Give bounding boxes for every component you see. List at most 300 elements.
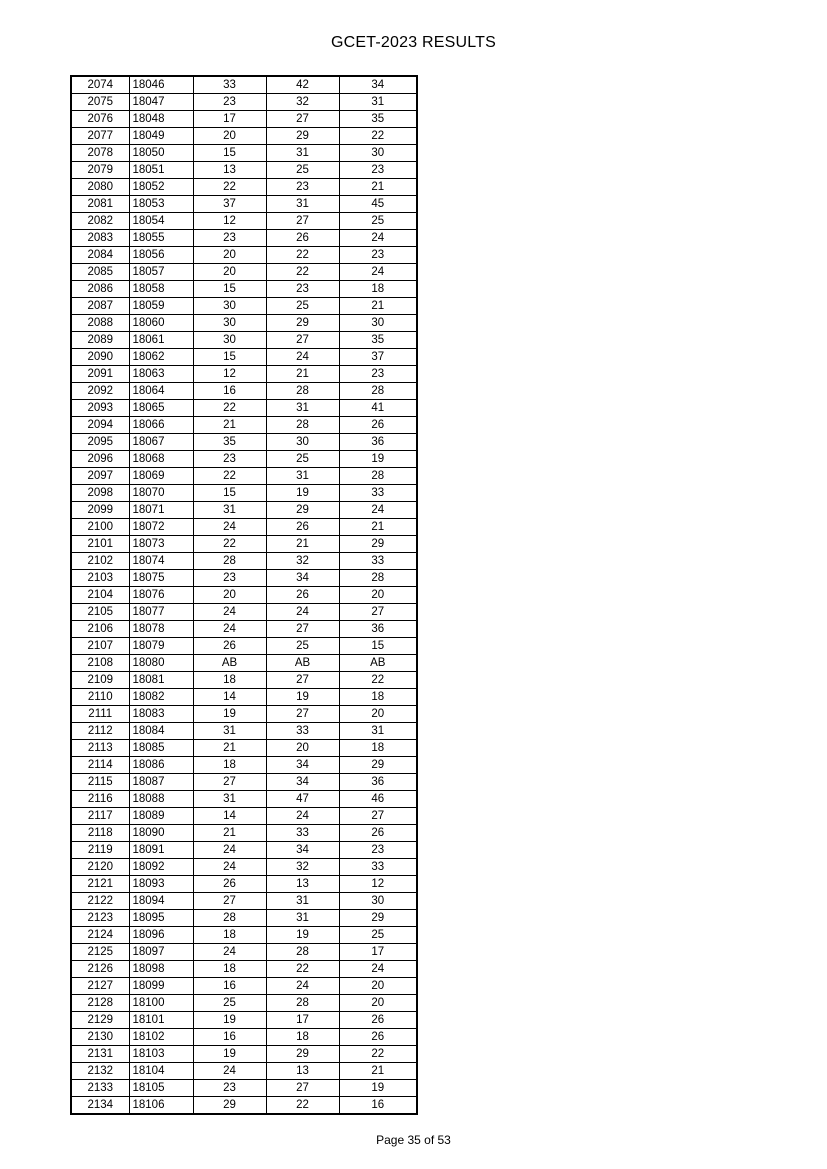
score-cell-1: 18 <box>193 961 266 978</box>
registration-number-cell: 18067 <box>129 434 193 451</box>
score-cell-2: 26 <box>266 519 339 536</box>
registration-number-cell: 18077 <box>129 604 193 621</box>
serial-number-cell: 2106 <box>71 621 129 638</box>
score-cell-1: 27 <box>193 774 266 791</box>
score-cell-2: 34 <box>266 757 339 774</box>
serial-number-cell: 2112 <box>71 723 129 740</box>
table-row <box>71 264 417 281</box>
score-cell-3: 26 <box>339 1012 417 1029</box>
score-cell-1: 16 <box>193 383 266 400</box>
score-cell-1: 28 <box>193 553 266 570</box>
registration-number-cell: 18090 <box>129 825 193 842</box>
serial-number-cell: 2125 <box>71 944 129 961</box>
score-cell-1: 26 <box>193 638 266 655</box>
score-cell-2: AB <box>266 655 339 672</box>
score-cell-2: 27 <box>266 1080 339 1097</box>
table-row <box>71 519 417 536</box>
score-cell-3: 23 <box>339 162 417 179</box>
serial-number-cell: 2119 <box>71 842 129 859</box>
score-cell-2: 28 <box>266 995 339 1012</box>
score-cell-1: 37 <box>193 196 266 213</box>
score-cell-2: 27 <box>266 332 339 349</box>
registration-number-cell: 18063 <box>129 366 193 383</box>
score-cell-1: 28 <box>193 910 266 927</box>
score-cell-1: 19 <box>193 706 266 723</box>
score-cell-1: 22 <box>193 179 266 196</box>
score-cell-3: 27 <box>339 604 417 621</box>
score-cell-2: 31 <box>266 196 339 213</box>
score-cell-3: 24 <box>339 961 417 978</box>
serial-number-cell: 2133 <box>71 1080 129 1097</box>
serial-number-cell: 2087 <box>71 298 129 315</box>
registration-number-cell: 18101 <box>129 1012 193 1029</box>
score-cell-3: 45 <box>339 196 417 213</box>
score-cell-2: 26 <box>266 230 339 247</box>
score-cell-3: 19 <box>339 1080 417 1097</box>
registration-number-cell: 18075 <box>129 570 193 587</box>
score-cell-3: AB <box>339 655 417 672</box>
score-cell-1: 23 <box>193 451 266 468</box>
registration-number-cell: 18086 <box>129 757 193 774</box>
score-cell-2: 22 <box>266 961 339 978</box>
score-cell-2: 30 <box>266 434 339 451</box>
serial-number-cell: 2104 <box>71 587 129 604</box>
score-cell-1: 20 <box>193 264 266 281</box>
serial-number-cell: 2134 <box>71 1097 129 1115</box>
score-cell-1: 25 <box>193 995 266 1012</box>
score-cell-3: 23 <box>339 366 417 383</box>
score-cell-1: 19 <box>193 1012 266 1029</box>
score-cell-1: 13 <box>193 162 266 179</box>
serial-number-cell: 2086 <box>71 281 129 298</box>
table-row <box>71 774 417 791</box>
score-cell-1: 22 <box>193 400 266 417</box>
score-cell-3: 24 <box>339 502 417 519</box>
registration-number-cell: 18072 <box>129 519 193 536</box>
registration-number-cell: 18049 <box>129 128 193 145</box>
score-cell-1: 24 <box>193 621 266 638</box>
score-cell-2: 42 <box>266 76 339 94</box>
serial-number-cell: 2116 <box>71 791 129 808</box>
score-cell-2: 29 <box>266 502 339 519</box>
score-cell-3: 18 <box>339 281 417 298</box>
score-cell-3: 18 <box>339 689 417 706</box>
registration-number-cell: 18078 <box>129 621 193 638</box>
score-cell-2: 47 <box>266 791 339 808</box>
score-cell-3: 28 <box>339 570 417 587</box>
score-cell-3: 22 <box>339 672 417 689</box>
table-row <box>71 808 417 825</box>
table-row <box>71 349 417 366</box>
serial-number-cell: 2091 <box>71 366 129 383</box>
table-row <box>71 1097 417 1115</box>
serial-number-cell: 2118 <box>71 825 129 842</box>
score-cell-1: AB <box>193 655 266 672</box>
score-cell-1: 30 <box>193 332 266 349</box>
registration-number-cell: 18088 <box>129 791 193 808</box>
serial-number-cell: 2120 <box>71 859 129 876</box>
registration-number-cell: 18052 <box>129 179 193 196</box>
table-row <box>71 910 417 927</box>
score-cell-1: 21 <box>193 825 266 842</box>
serial-number-cell: 2103 <box>71 570 129 587</box>
table-row <box>71 842 417 859</box>
score-cell-2: 31 <box>266 468 339 485</box>
table-row <box>71 791 417 808</box>
table-row <box>71 740 417 757</box>
score-cell-1: 23 <box>193 94 266 111</box>
score-cell-2: 26 <box>266 587 339 604</box>
registration-number-cell: 18057 <box>129 264 193 281</box>
serial-number-cell: 2092 <box>71 383 129 400</box>
serial-number-cell: 2082 <box>71 213 129 230</box>
serial-number-cell: 2098 <box>71 485 129 502</box>
registration-number-cell: 18068 <box>129 451 193 468</box>
serial-number-cell: 2102 <box>71 553 129 570</box>
score-cell-2: 32 <box>266 94 339 111</box>
score-cell-1: 14 <box>193 808 266 825</box>
serial-number-cell: 2099 <box>71 502 129 519</box>
registration-number-cell: 18056 <box>129 247 193 264</box>
score-cell-3: 22 <box>339 1046 417 1063</box>
score-cell-2: 33 <box>266 825 339 842</box>
registration-number-cell: 18096 <box>129 927 193 944</box>
registration-number-cell: 18094 <box>129 893 193 910</box>
score-cell-3: 21 <box>339 298 417 315</box>
serial-number-cell: 2089 <box>71 332 129 349</box>
registration-number-cell: 18066 <box>129 417 193 434</box>
registration-number-cell: 18053 <box>129 196 193 213</box>
score-cell-2: 23 <box>266 179 339 196</box>
table-row <box>71 315 417 332</box>
registration-number-cell: 18046 <box>129 76 193 94</box>
score-cell-1: 15 <box>193 349 266 366</box>
score-cell-1: 18 <box>193 757 266 774</box>
score-cell-2: 31 <box>266 400 339 417</box>
score-cell-2: 29 <box>266 315 339 332</box>
score-cell-1: 15 <box>193 485 266 502</box>
serial-number-cell: 2131 <box>71 1046 129 1063</box>
score-cell-1: 24 <box>193 519 266 536</box>
score-cell-2: 22 <box>266 247 339 264</box>
table-row <box>71 706 417 723</box>
score-cell-2: 28 <box>266 417 339 434</box>
table-row <box>71 298 417 315</box>
score-cell-3: 20 <box>339 587 417 604</box>
score-cell-2: 34 <box>266 570 339 587</box>
table-row <box>71 502 417 519</box>
score-cell-2: 32 <box>266 553 339 570</box>
score-cell-1: 20 <box>193 128 266 145</box>
score-cell-3: 35 <box>339 332 417 349</box>
registration-number-cell: 18095 <box>129 910 193 927</box>
score-cell-3: 24 <box>339 230 417 247</box>
score-cell-3: 26 <box>339 417 417 434</box>
table-row <box>71 417 417 434</box>
score-cell-2: 25 <box>266 162 339 179</box>
score-cell-1: 24 <box>193 604 266 621</box>
score-cell-1: 24 <box>193 1063 266 1080</box>
score-cell-3: 29 <box>339 536 417 553</box>
table-row <box>71 638 417 655</box>
serial-number-cell: 2100 <box>71 519 129 536</box>
score-cell-3: 15 <box>339 638 417 655</box>
serial-number-cell: 2115 <box>71 774 129 791</box>
registration-number-cell: 18073 <box>129 536 193 553</box>
table-row <box>71 587 417 604</box>
registration-number-cell: 18080 <box>129 655 193 672</box>
score-cell-1: 12 <box>193 213 266 230</box>
registration-number-cell: 18084 <box>129 723 193 740</box>
score-cell-2: 25 <box>266 638 339 655</box>
table-row <box>71 570 417 587</box>
score-cell-3: 21 <box>339 519 417 536</box>
score-cell-1: 22 <box>193 468 266 485</box>
serial-number-cell: 2121 <box>71 876 129 893</box>
table-row <box>71 859 417 876</box>
table-row <box>71 1046 417 1063</box>
score-cell-2: 27 <box>266 706 339 723</box>
table-row <box>71 978 417 995</box>
serial-number-cell: 2132 <box>71 1063 129 1080</box>
score-cell-2: 29 <box>266 1046 339 1063</box>
score-cell-1: 30 <box>193 298 266 315</box>
score-cell-1: 17 <box>193 111 266 128</box>
score-cell-1: 24 <box>193 944 266 961</box>
score-cell-1: 15 <box>193 281 266 298</box>
registration-number-cell: 18060 <box>129 315 193 332</box>
score-cell-1: 35 <box>193 434 266 451</box>
table-row <box>71 145 417 162</box>
score-cell-3: 20 <box>339 706 417 723</box>
score-cell-2: 25 <box>266 298 339 315</box>
score-cell-2: 21 <box>266 366 339 383</box>
registration-number-cell: 18097 <box>129 944 193 961</box>
score-cell-3: 20 <box>339 978 417 995</box>
table-row <box>71 111 417 128</box>
score-cell-3: 17 <box>339 944 417 961</box>
score-cell-1: 15 <box>193 145 266 162</box>
score-cell-1: 23 <box>193 570 266 587</box>
registration-number-cell: 18092 <box>129 859 193 876</box>
registration-number-cell: 18083 <box>129 706 193 723</box>
score-cell-2: 32 <box>266 859 339 876</box>
score-cell-3: 27 <box>339 808 417 825</box>
serial-number-cell: 2114 <box>71 757 129 774</box>
score-cell-2: 31 <box>266 145 339 162</box>
table-row <box>71 213 417 230</box>
table-row <box>71 128 417 145</box>
serial-number-cell: 2094 <box>71 417 129 434</box>
score-cell-1: 18 <box>193 672 266 689</box>
registration-number-cell: 18076 <box>129 587 193 604</box>
score-cell-2: 34 <box>266 774 339 791</box>
registration-number-cell: 18093 <box>129 876 193 893</box>
registration-number-cell: 18091 <box>129 842 193 859</box>
registration-number-cell: 18074 <box>129 553 193 570</box>
registration-number-cell: 18098 <box>129 961 193 978</box>
serial-number-cell: 2122 <box>71 893 129 910</box>
score-cell-2: 13 <box>266 1063 339 1080</box>
serial-number-cell: 2095 <box>71 434 129 451</box>
score-cell-2: 24 <box>266 349 339 366</box>
serial-number-cell: 2080 <box>71 179 129 196</box>
score-cell-3: 30 <box>339 145 417 162</box>
table-row <box>71 1080 417 1097</box>
serial-number-cell: 2108 <box>71 655 129 672</box>
registration-number-cell: 18089 <box>129 808 193 825</box>
serial-number-cell: 2123 <box>71 910 129 927</box>
serial-number-cell: 2096 <box>71 451 129 468</box>
score-cell-2: 22 <box>266 264 339 281</box>
score-cell-3: 37 <box>339 349 417 366</box>
registration-number-cell: 18055 <box>129 230 193 247</box>
score-cell-2: 27 <box>266 621 339 638</box>
score-cell-3: 21 <box>339 1063 417 1080</box>
score-cell-2: 24 <box>266 978 339 995</box>
table-row <box>71 383 417 400</box>
table-row <box>71 655 417 672</box>
table-row <box>71 621 417 638</box>
score-cell-1: 31 <box>193 502 266 519</box>
serial-number-cell: 2107 <box>71 638 129 655</box>
score-cell-1: 27 <box>193 893 266 910</box>
page-title: GCET-2023 RESULTS <box>331 34 496 51</box>
serial-number-cell: 2078 <box>71 145 129 162</box>
table-row <box>71 366 417 383</box>
table-row <box>71 672 417 689</box>
serial-number-cell: 2130 <box>71 1029 129 1046</box>
table-row <box>71 825 417 842</box>
score-cell-3: 41 <box>339 400 417 417</box>
registration-number-cell: 18048 <box>129 111 193 128</box>
score-cell-3: 23 <box>339 247 417 264</box>
serial-number-cell: 2076 <box>71 111 129 128</box>
registration-number-cell: 18047 <box>129 94 193 111</box>
table-row <box>71 230 417 247</box>
score-cell-3: 33 <box>339 553 417 570</box>
score-cell-3: 46 <box>339 791 417 808</box>
score-cell-3: 24 <box>339 264 417 281</box>
table-row <box>71 995 417 1012</box>
registration-number-cell: 18099 <box>129 978 193 995</box>
table-row <box>71 162 417 179</box>
score-cell-2: 31 <box>266 910 339 927</box>
score-cell-1: 21 <box>193 740 266 757</box>
score-cell-2: 19 <box>266 689 339 706</box>
table-row <box>71 94 417 111</box>
score-cell-3: 18 <box>339 740 417 757</box>
score-cell-2: 25 <box>266 451 339 468</box>
score-cell-2: 27 <box>266 672 339 689</box>
score-cell-1: 26 <box>193 876 266 893</box>
registration-number-cell: 18082 <box>129 689 193 706</box>
score-cell-1: 31 <box>193 723 266 740</box>
serial-number-cell: 2090 <box>71 349 129 366</box>
score-cell-2: 17 <box>266 1012 339 1029</box>
registration-number-cell: 18100 <box>129 995 193 1012</box>
registration-number-cell: 18061 <box>129 332 193 349</box>
table-row <box>71 1063 417 1080</box>
score-cell-3: 33 <box>339 859 417 876</box>
serial-number-cell: 2077 <box>71 128 129 145</box>
serial-number-cell: 2129 <box>71 1012 129 1029</box>
score-cell-1: 14 <box>193 689 266 706</box>
registration-number-cell: 18064 <box>129 383 193 400</box>
score-cell-1: 24 <box>193 859 266 876</box>
score-cell-2: 23 <box>266 281 339 298</box>
results-table <box>70 75 418 1115</box>
table-row <box>71 944 417 961</box>
table-row <box>71 281 417 298</box>
score-cell-2: 27 <box>266 111 339 128</box>
score-cell-1: 20 <box>193 247 266 264</box>
registration-number-cell: 18087 <box>129 774 193 791</box>
score-cell-2: 22 <box>266 1097 339 1115</box>
registration-number-cell: 18062 <box>129 349 193 366</box>
serial-number-cell: 2109 <box>71 672 129 689</box>
serial-number-cell: 2075 <box>71 94 129 111</box>
registration-number-cell: 18059 <box>129 298 193 315</box>
score-cell-2: 33 <box>266 723 339 740</box>
score-cell-3: 19 <box>339 451 417 468</box>
serial-number-cell: 2110 <box>71 689 129 706</box>
table-row <box>71 196 417 213</box>
score-cell-3: 12 <box>339 876 417 893</box>
score-cell-1: 23 <box>193 230 266 247</box>
score-cell-1: 20 <box>193 587 266 604</box>
score-cell-1: 16 <box>193 978 266 995</box>
table-row <box>71 76 417 94</box>
score-cell-3: 31 <box>339 94 417 111</box>
score-cell-3: 29 <box>339 757 417 774</box>
serial-number-cell: 2084 <box>71 247 129 264</box>
score-cell-2: 24 <box>266 604 339 621</box>
score-cell-3: 36 <box>339 774 417 791</box>
registration-number-cell: 18081 <box>129 672 193 689</box>
score-cell-3: 36 <box>339 434 417 451</box>
serial-number-cell: 2128 <box>71 995 129 1012</box>
score-cell-3: 33 <box>339 485 417 502</box>
score-cell-1: 19 <box>193 1046 266 1063</box>
score-cell-3: 36 <box>339 621 417 638</box>
score-cell-2: 24 <box>266 808 339 825</box>
registration-number-cell: 18085 <box>129 740 193 757</box>
score-cell-2: 28 <box>266 383 339 400</box>
registration-number-cell: 18069 <box>129 468 193 485</box>
score-cell-2: 34 <box>266 842 339 859</box>
table-row <box>71 893 417 910</box>
registration-number-cell: 18051 <box>129 162 193 179</box>
score-cell-3: 30 <box>339 893 417 910</box>
score-cell-3: 31 <box>339 723 417 740</box>
serial-number-cell: 2111 <box>71 706 129 723</box>
serial-number-cell: 2097 <box>71 468 129 485</box>
score-cell-1: 29 <box>193 1097 266 1115</box>
serial-number-cell: 2113 <box>71 740 129 757</box>
registration-number-cell: 18054 <box>129 213 193 230</box>
score-cell-2: 31 <box>266 893 339 910</box>
serial-number-cell: 2088 <box>71 315 129 332</box>
serial-number-cell: 2127 <box>71 978 129 995</box>
score-cell-2: 29 <box>266 128 339 145</box>
serial-number-cell: 2074 <box>71 76 129 94</box>
registration-number-cell: 18103 <box>129 1046 193 1063</box>
serial-number-cell: 2101 <box>71 536 129 553</box>
registration-number-cell: 18065 <box>129 400 193 417</box>
table-row <box>71 961 417 978</box>
registration-number-cell: 18104 <box>129 1063 193 1080</box>
